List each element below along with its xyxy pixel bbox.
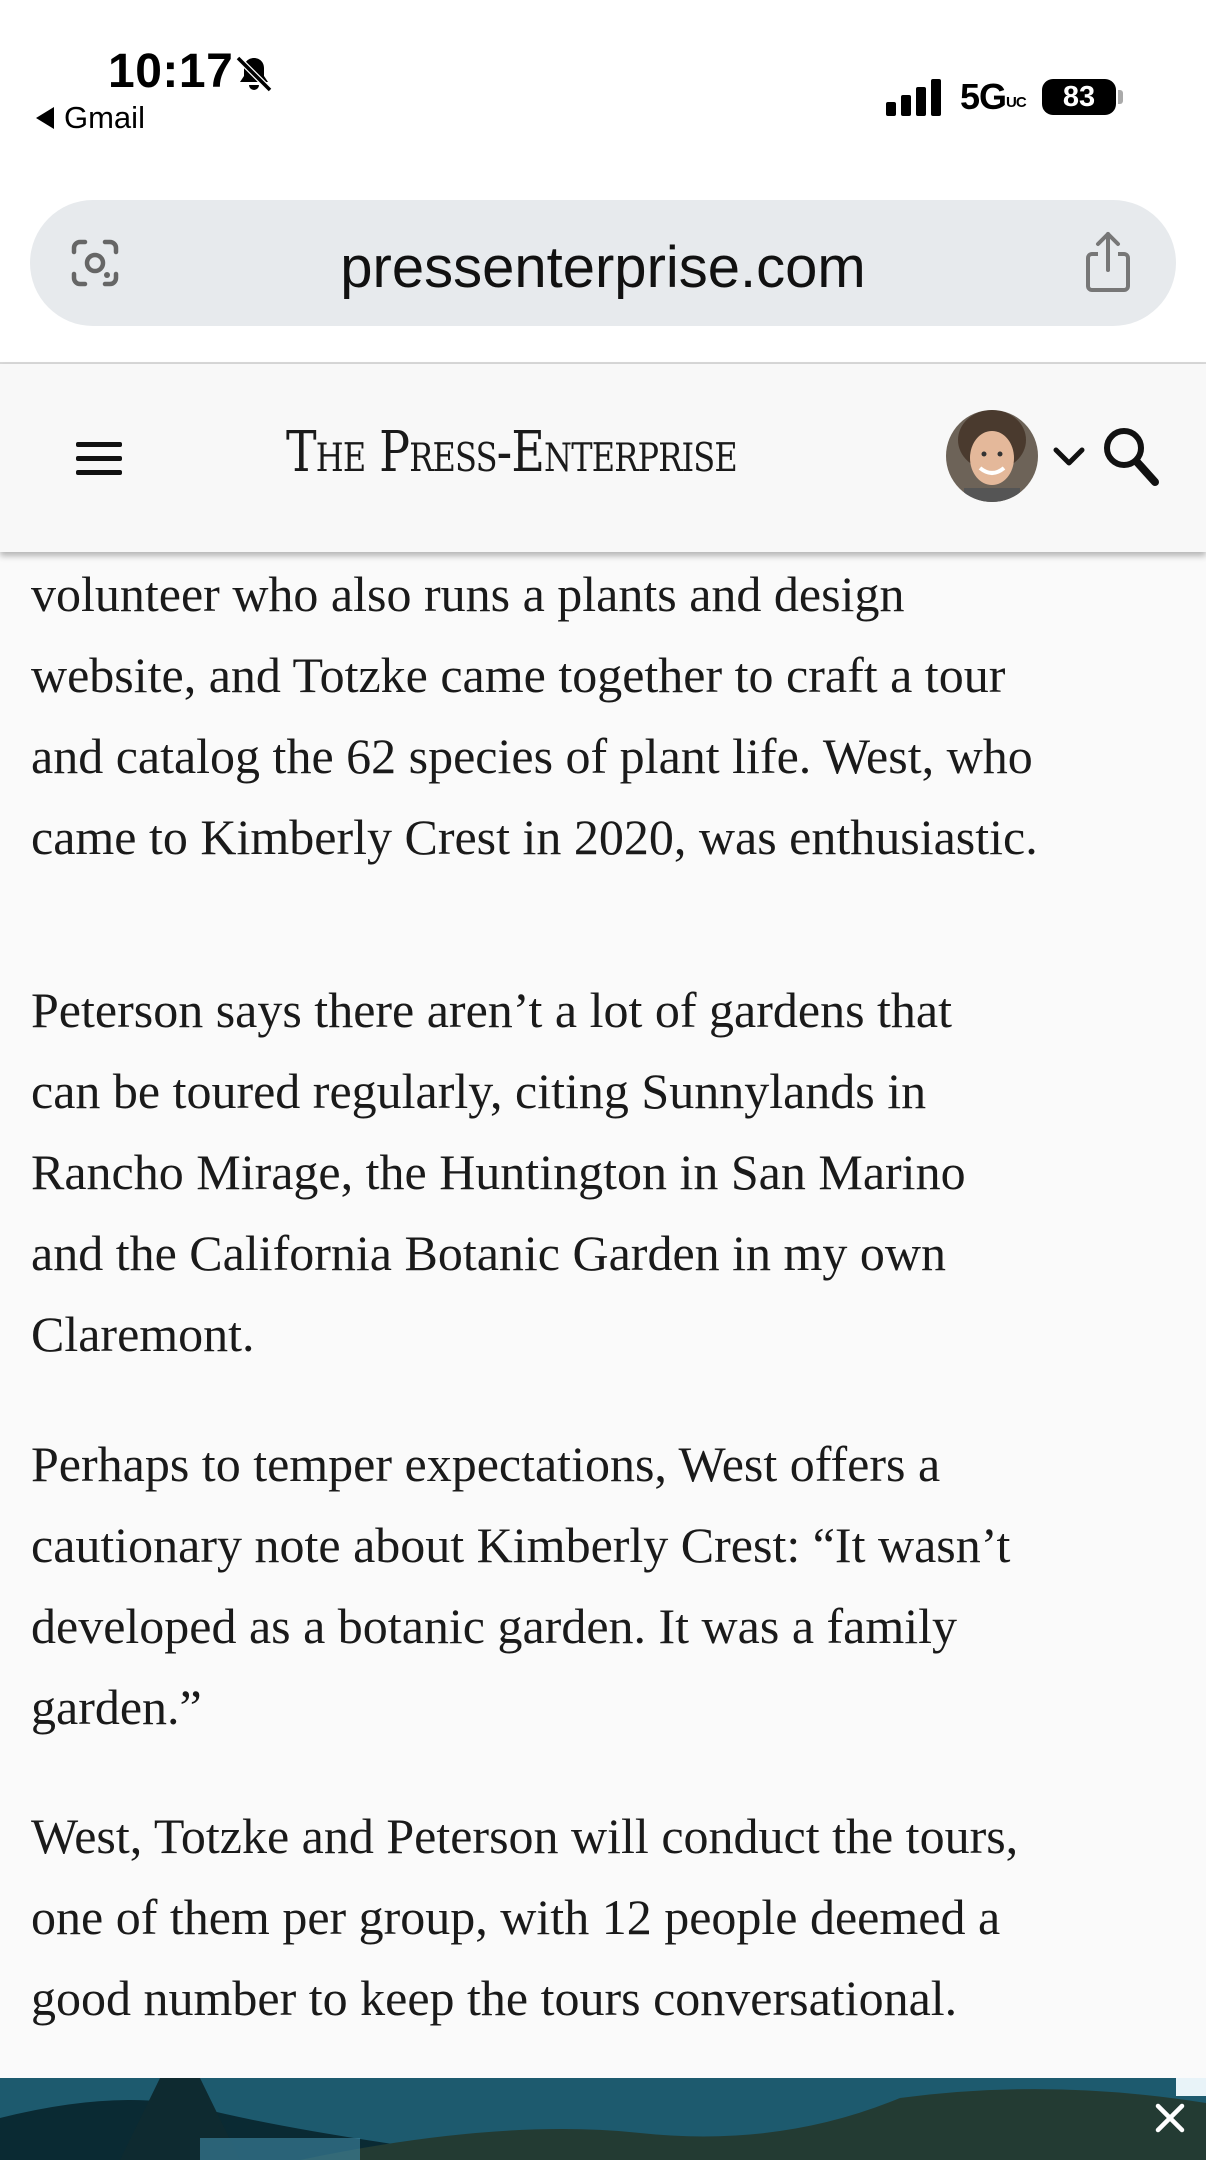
status-time: 10:17 [108, 45, 234, 98]
ad-choices-icon[interactable] [1176, 2078, 1206, 2096]
paragraph-line: Claremont. [31, 1306, 255, 1362]
paragraph-line: volunteer who also runs a plants and design [31, 566, 905, 622]
network-indicator [960, 76, 1026, 118]
ad-image [0, 2078, 1206, 2160]
site-header [0, 364, 1206, 552]
paragraph-line: cautionary note about Kimberly Crest: “It wasn’t [31, 1517, 1011, 1573]
article-paragraph [31, 1424, 1181, 1748]
signal-bars-icon [886, 78, 946, 116]
address-bar[interactable] [30, 200, 1176, 326]
paragraph-line: came to Kimberly Crest in 2020, was enthusiastic. [31, 809, 1038, 865]
network-suffix: UC [1006, 94, 1026, 111]
status-bar [0, 0, 1206, 170]
article-paragraph [31, 970, 1181, 1375]
article-paragraph [31, 1796, 1181, 2039]
browser-toolbar [0, 170, 1206, 364]
battery-icon [1042, 79, 1116, 115]
menu-icon[interactable] [76, 442, 122, 476]
url-text[interactable]: pressenterprise.com [340, 235, 866, 300]
paragraph-line: one of them per group, with 12 people deemed a [31, 1889, 1001, 1945]
battery-cap [1118, 90, 1123, 104]
search-icon[interactable] [1100, 424, 1160, 488]
network-type: 5G [960, 76, 1007, 117]
site-logo[interactable] [286, 420, 737, 485]
avatar[interactable] [946, 410, 1038, 502]
paragraph-line: and catalog the 62 species of plant life. West, who [31, 728, 1033, 784]
back-app-label: Gmail [64, 100, 145, 135]
paragraph-line: good number to keep the tours conversational. [31, 1970, 958, 2026]
ad-banner[interactable] [0, 2078, 1206, 2160]
paragraph-line: Perhaps to temper expectations, West offers a [31, 1436, 941, 1492]
battery-level: 83 [1062, 81, 1096, 113]
paragraph-line: developed as a botanic garden. It was a family [31, 1598, 958, 1654]
bell-slash-icon [232, 52, 276, 96]
back-to-app-button[interactable] [36, 100, 145, 136]
article-body [0, 552, 1206, 2078]
share-icon[interactable] [1080, 230, 1136, 294]
paragraph-line: West, Totzke and Peterson will conduct the tours, [31, 1808, 1019, 1864]
back-triangle-icon [36, 107, 54, 129]
paragraph-line: can be toured regularly, citing Sunnylands in [31, 1063, 927, 1119]
paragraph-line: website, and Totzke came together to craft a tour [31, 647, 1006, 703]
paragraph-line: and the California Botanic Garden in my own [31, 1225, 947, 1281]
chevron-down-icon[interactable] [1052, 444, 1086, 470]
paragraph-line: Peterson says there aren’t a lot of gardens that [31, 982, 952, 1038]
paragraph-line: Rancho Mirage, the Huntington in San Marino [31, 1144, 966, 1200]
close-icon[interactable] [1148, 2096, 1192, 2140]
article-paragraph [31, 554, 1181, 878]
paragraph-line: garden.” [31, 1679, 202, 1735]
logo-text: The Press-Enterprise [286, 420, 737, 485]
